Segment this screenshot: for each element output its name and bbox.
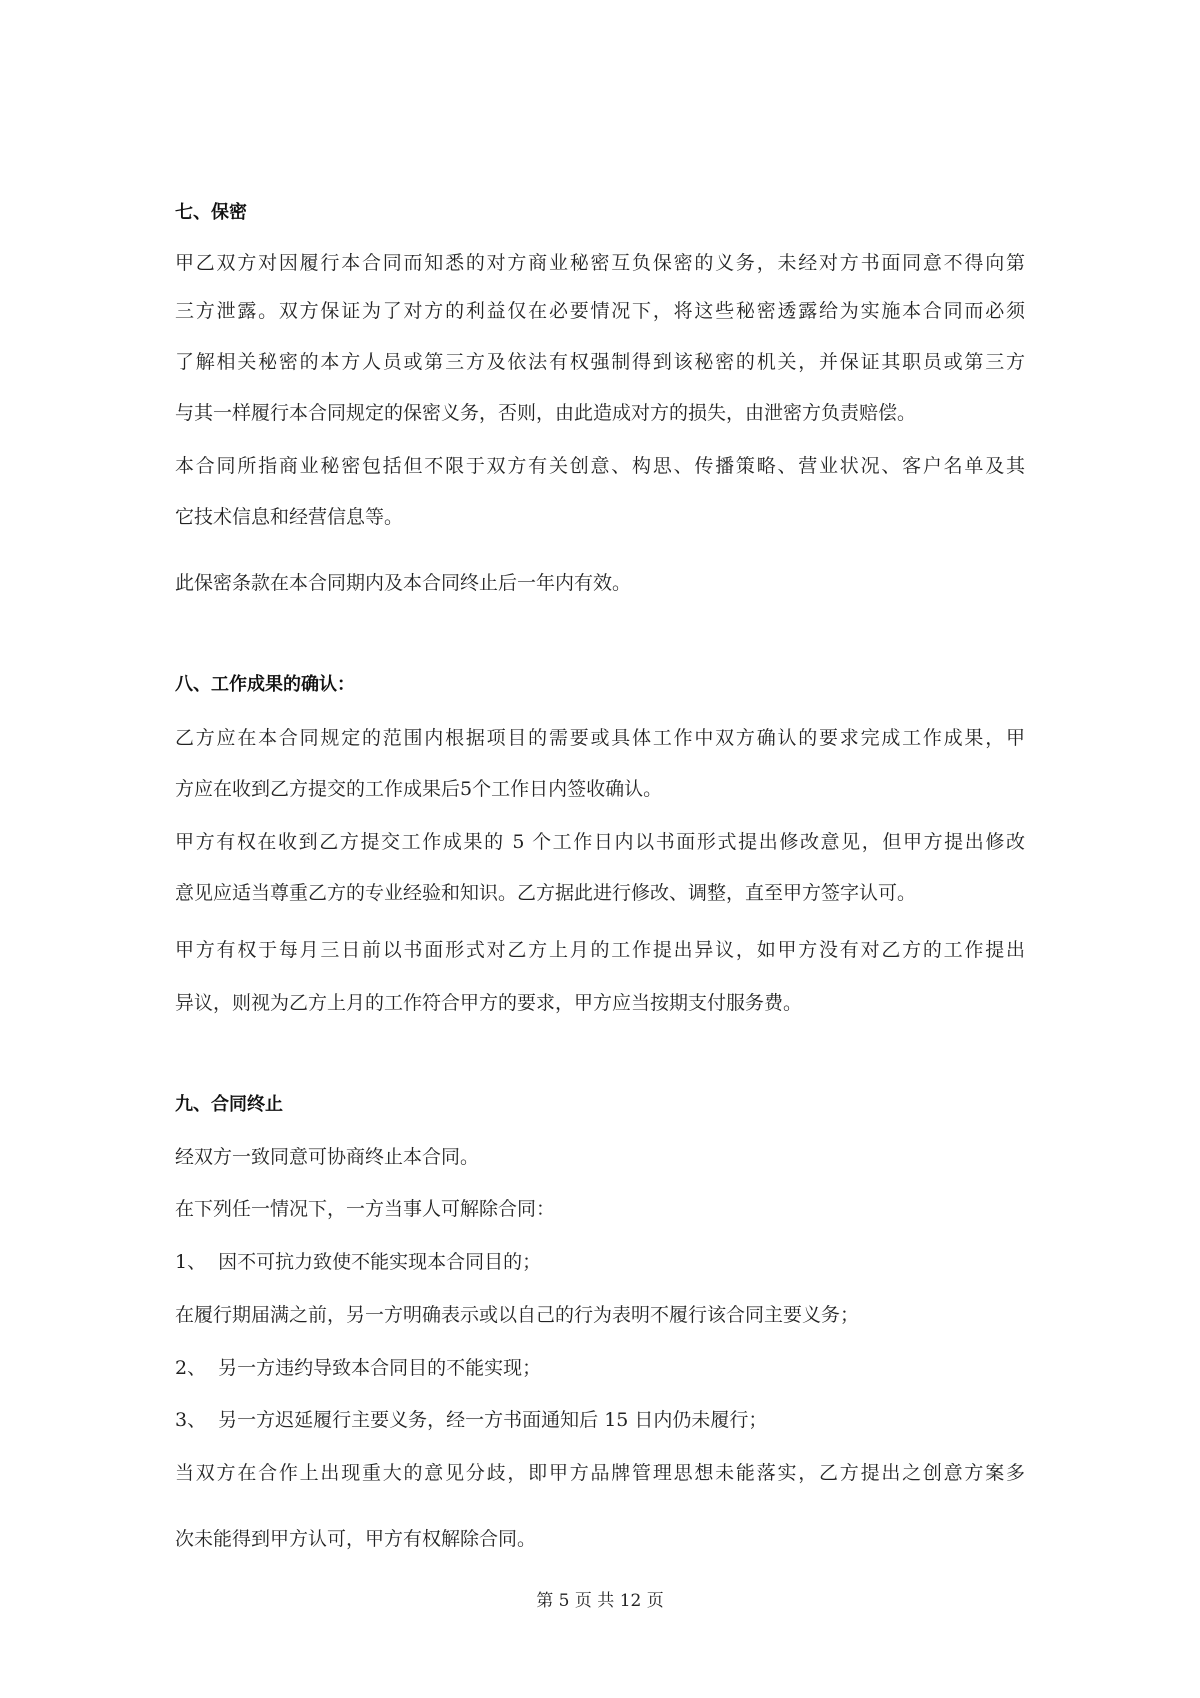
paragraph-line: 异议，则视为乙方上月的工作符合甲方的要求，甲方应当按期支付服务费。	[175, 992, 803, 1014]
paragraph-line: 甲方有权在收到乙方提交工作成果的 5 个工作日内以书面形式提出修改意见，但甲方提出修改	[175, 831, 1025, 853]
list-item: 2、 另一方违约导致本合同目的不能实现；	[175, 1357, 542, 1379]
paragraph-line: 了解相关秘密的本方人员或第三方及依法有权强制得到该秘密的机关，并保证其职员或第三方	[175, 351, 1025, 373]
paragraph-line: 甲乙双方对因履行本合同而知悉的对方商业秘密互负保密的义务，未经对方书面同意不得向第	[175, 252, 1025, 274]
section-heading: 八、工作成果的确认：	[175, 674, 355, 695]
paragraph-line: 三方泄露。双方保证为了对方的利益仅在必要情况下，将这些秘密透露给为实施本合同而必须	[175, 300, 1025, 322]
list-item: 1、 因不可抗力致使不能实现本合同目的；	[175, 1251, 542, 1273]
paragraph-line: 方应在收到乙方提交的工作成果后5个工作日内签收确认。	[175, 778, 663, 800]
section-heading: 九、合同终止	[175, 1094, 283, 1115]
page-number-footer: 第 5 页 共 12 页	[536, 1591, 664, 1611]
paragraph-line: 经双方一致同意可协商终止本合同。	[175, 1146, 480, 1168]
paragraph-line: 此保密条款在本合同期内及本合同终止后一年内有效。	[175, 572, 632, 594]
paragraph-line: 本合同所指商业秘密包括但不限于双方有关创意、构思、传播策略、营业状况、客户名单及其	[175, 455, 1025, 477]
paragraph-line: 甲方有权于每月三日前以书面形式对乙方上月的工作提出异议，如甲方没有对乙方的工作提出	[175, 939, 1025, 961]
paragraph-line: 在履行期届满之前，另一方明确表示或以自己的行为表明不履行该合同主要义务；	[175, 1304, 860, 1326]
paragraph-line: 次未能得到甲方认可，甲方有权解除合同。	[175, 1528, 537, 1550]
paragraph-line: 与其一样履行本合同规定的保密义务，否则，由此造成对方的损失，由泄密方负责赔偿。	[175, 402, 917, 424]
paragraph-line: 意见应适当尊重乙方的专业经验和知识。乙方据此进行修改、调整，直至甲方签字认可。	[175, 882, 917, 904]
section-heading: 七、保密	[175, 202, 247, 223]
paragraph-line: 当双方在合作上出现重大的意见分歧，即甲方品牌管理思想未能落实，乙方提出之创意方案多	[175, 1462, 1025, 1484]
list-item: 3、 另一方迟延履行主要义务，经一方书面通知后 15 日内仍未履行；	[175, 1409, 768, 1431]
paragraph-line: 乙方应在本合同规定的范围内根据项目的需要或具体工作中双方确认的要求完成工作成果，甲	[175, 727, 1025, 749]
paragraph-line: 在下列任一情况下，一方当事人可解除合同：	[175, 1198, 556, 1220]
paragraph-line: 它技术信息和经营信息等。	[175, 506, 404, 528]
